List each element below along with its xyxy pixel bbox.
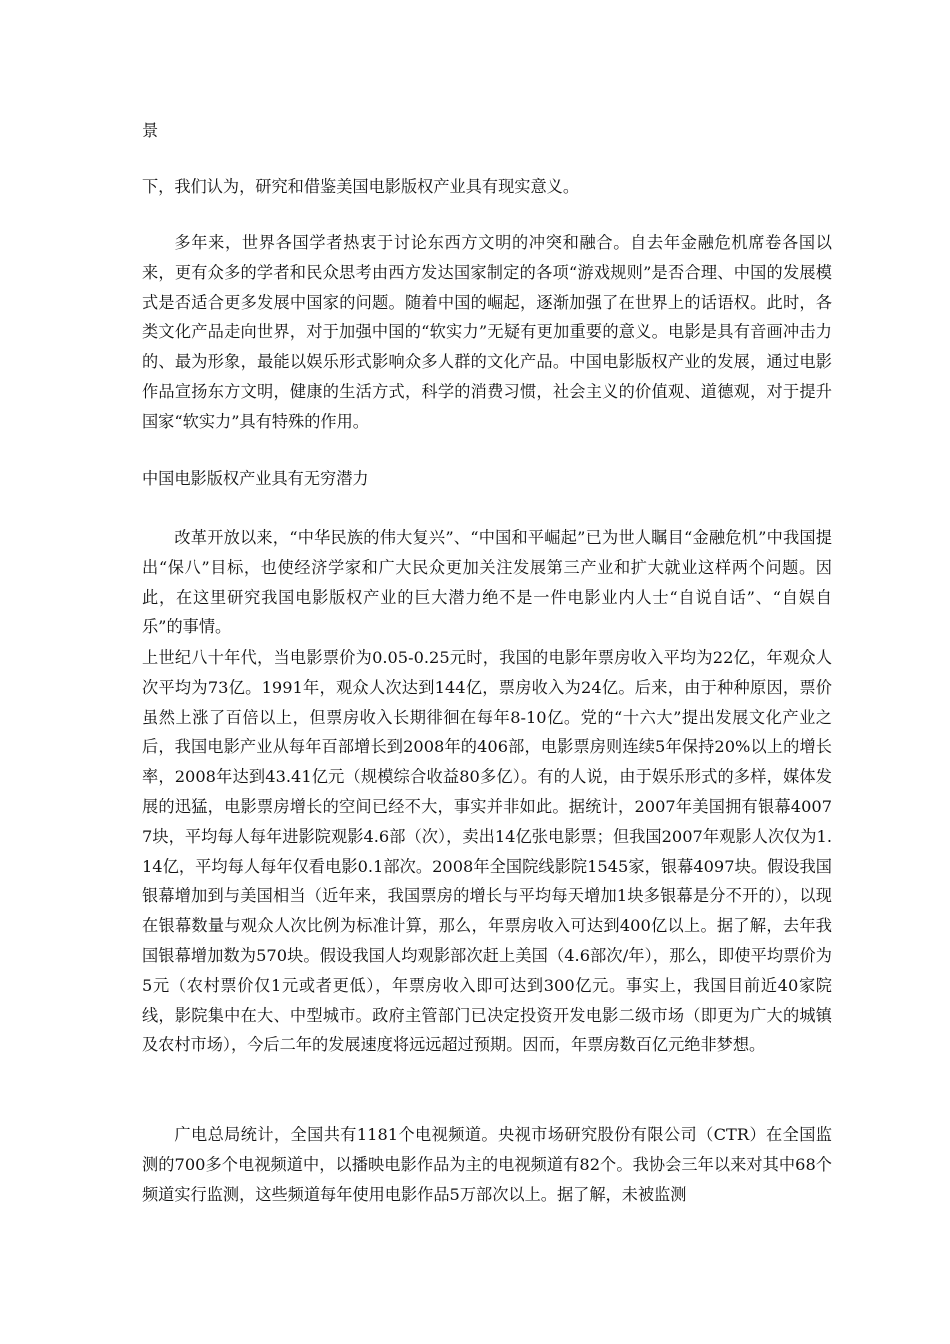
paragraph-box-office: 上世纪八十年代，当电影票价为0.05-0.25元时，我国的电影年票房收入平均为22亿，年观众人次平均为73亿。1991年，观众人次达到144亿，票房收入为24亿。后来，由于种种原因，票价虽然上涨了百倍以上，但票房收入长期徘徊在每年8-10亿。党的“十六大”提出发展文化产业之后，我国电影产业从每年百部增长到2008年的406部，电影票房则连续5年保持20%以上的增长率，2008年达到43.41亿元（规模综合收益80多亿）。有的人说，由于娱乐形式的多样，媒体发展的迅猛，电影票房增长的空间已经不大，事实并非如此。据统计，2007年美国拥有银幕40077块，平均每人每年进影院观影4.6部（次），卖出14亿张电影票；但我国2007年观影人次仅为1.14亿，平均每人每年仅看电影0.1部次。2008年全国院线影院1545家，银幕4097块。假设我国银幕增加到与美国相当（近年来，我国票房的增长与平均每天增加1块多银幕是分不开的），以现在银幕数量与观众人次比例为标准计算，那么，年票房收入可达到400亿以上。据了解，去年我国银幕增加数为570块。假设我国人均观影部次赶上美国（4.6部次/年），那么，即使平均票价为5元（农村票价仅1元或者更低），年票房收入即可达到300亿元。事实上，我国目前近40家院线，影院集中在大、中型城市。政府主管部门已决定投资开发电影二级市场（即更为广大的城镇及农村市场），今后二年的发展速度将远远超过预期。因而，年票房数百亿元绝非梦想。	[142, 648, 832, 1055]
paragraph-soft-power: 多年来，世界各国学者热衷于讨论东西方文明的冲突和融合。自去年金融危机席卷各国以来，更有众多的学者和民众思考由西方发达国家制定的各项“游戏规则”是否合理、中国的发展模式是否适合更多发展中国家的问题。随着中国的崛起，逐渐加强了在世界上的话语权。此时，各类文化产品走向世界，对于加强中国的“软实力”无疑有更加重要的意义。电影是具有音画冲击力的、最为形象，最能以娱乐形式影响众多人群的文化产品。中国电影版权产业的发展，通过电影作品宣扬东方文明，健康的生活方式，科学的消费习惯，社会主义的价值观、道德观，对于提升国家“软实力”具有特殊的作用。	[142, 233, 832, 431]
text-fragment-continuation: 下，我们认为，研究和借鉴美国电影版权产业具有现实意义。	[142, 177, 580, 196]
paragraph-tv-channels: 广电总局统计，全国共有1181个电视频道。央视市场研究股份有限公司（CTR）在全国监测的700多个电视频道中，以播映电影作品为主的电视频道有82个。我协会三年以来对其中68个频道实行监测，这些频道每年使用电影作品5万部次以上。据了解，未被监测	[142, 1125, 832, 1204]
text-fragment-top: 景	[142, 121, 159, 140]
section-heading: 中国电影版权产业具有无穷潜力	[142, 469, 369, 488]
paragraph-reform: 改革开放以来，“中华民族的伟大复兴”、“中国和平崛起”已为世人瞩目“金融危机”中我国提出“保八”目标，也使经济学家和广大民众更加关注发展第三产业和扩大就业这样两个问题。因此，在这里研究我国电影版权产业的巨大潜力绝不是一件电影业内人士“自说自话”、“自娱自乐”的事情。	[142, 528, 832, 637]
